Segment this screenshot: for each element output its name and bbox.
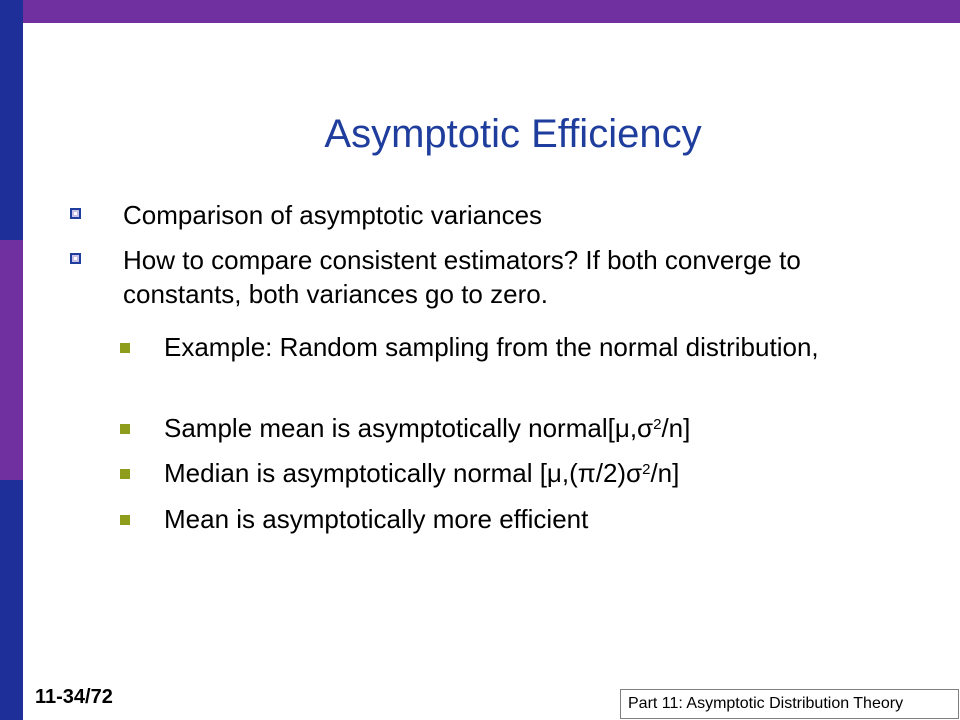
subbullet-text: Sample mean is asymptotically $normal[\mu,\sigma^2/n]$ <box>164 413 691 443</box>
square-bullet-icon <box>70 208 81 219</box>
square-subbullet-icon <box>120 469 130 479</box>
subbullet-text: Mean is asymptotically more efficient <box>164 504 589 534</box>
bullet-text: How to compare consistent estimators? If both converge to constants, both variances go to zero. <box>123 245 801 309</box>
square-bullet-icon <box>70 253 81 264</box>
square-subbullet-icon <box>120 343 130 353</box>
bullet-text: Comparison of asymptotic variances <box>123 200 543 230</box>
square-subbullet-icon <box>120 424 130 434</box>
subbullet-text: Median is asymptotically normal $[\mu,(\pi/2)\sigma^2/n]$ <box>164 458 680 488</box>
slide-number: 11-34/72 <box>35 686 113 708</box>
square-subbullet-icon <box>120 515 130 525</box>
slide-title: Asymptotic Efficiency <box>324 112 702 156</box>
subbullet-text: Example: Random sampling from the normal distribution, <box>164 332 819 362</box>
footer-label: Part 11: Asymptotic Distribution Theory <box>620 689 959 719</box>
